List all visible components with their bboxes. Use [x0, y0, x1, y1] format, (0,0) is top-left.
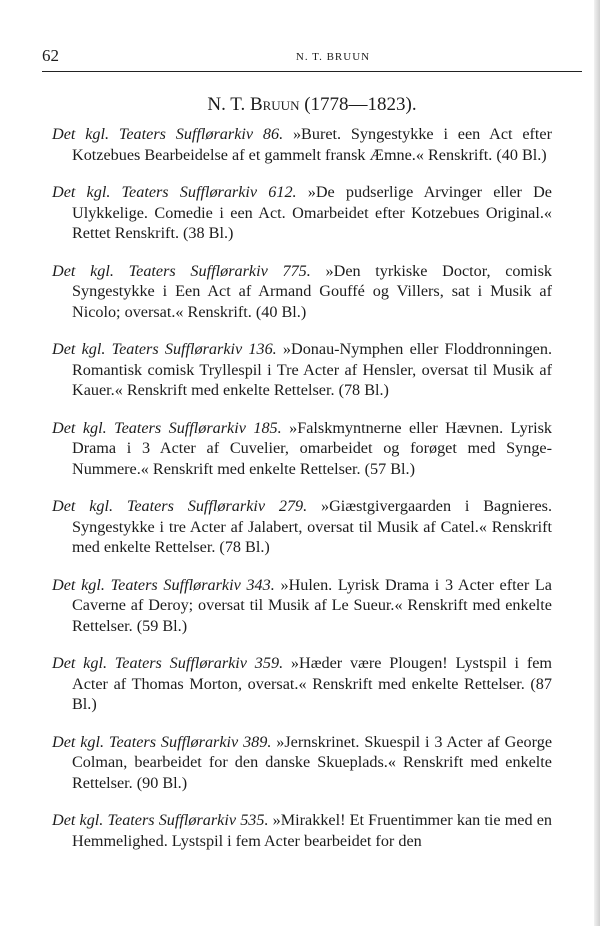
entry-source: Det kgl. Teaters Sufflørarkiv 775. [52, 261, 311, 280]
entry-text: »Jernskrinet. Skuespil i 3 Acter af George Colman, bearbeidet for den danske Skueplads.« Renskrift med enkelte Rettelser. (90 Bl.) [72, 732, 553, 792]
list-item [52, 732, 552, 794]
entry-text: »Donau-Nymphen eller Floddronningen. Romantisk comisk Tryllespil i Tre Acter af Hensler, oversat til Musik af Kauer.« Renskrift med enkelte Rettelser. (78 Bl.) [72, 340, 553, 399]
entry-source: Det kgl. Teaters Sufflørarkiv 389. [52, 732, 272, 751]
list-item [52, 496, 552, 558]
entry-source: Det kgl. Teaters Sufflørarkiv 136. [52, 340, 277, 358]
entry-source: Det kgl. Teaters Sufflørarkiv 359. [52, 654, 284, 672]
list-item [52, 261, 552, 323]
running-head: N. T. BRUUN [295, 51, 371, 63]
entry-text: »Den tyrkiske Doctor, comisk Syngestykke i Een Act af Armand Gouffé og Villers, sat i Musik af Nicolo; oversat.« Renskrift. (40 Bl.) [72, 261, 553, 321]
author-surname: Bruun [249, 94, 300, 115]
list-item [52, 124, 552, 165]
list-item [52, 653, 552, 715]
entry-text: »Hæder være Plougen! Lystspil i fem Acter af Thomas Morton, oversat.« Renskrift med enkelte Rettelser. (87 Bl.) [72, 654, 553, 713]
list-item [52, 182, 552, 244]
entry-list [52, 124, 552, 868]
entry-source: Det kgl. Teaters Sufflørarkiv 185. [52, 418, 282, 437]
list-item [52, 810, 552, 851]
entry-source: Det kgl. Teaters Sufflørarkiv 535. [52, 811, 269, 829]
author-name-prefix: N. T. [207, 94, 250, 115]
entry-source: Det kgl. Teaters Sufflørarkiv 86. [52, 125, 284, 143]
author-dates: (1778—1823). [299, 94, 417, 115]
list-item [52, 575, 552, 637]
entry-text: »De pudserlige Arvinger eller De Ulykkelige. Comedie i een Act. Omarbeidet efter Kotzebues Original.« Rettet Renskrift. (38 Bl.) [72, 183, 552, 242]
list-item [52, 418, 552, 480]
page-header [42, 46, 582, 68]
entry-source: Det kgl. Teaters Sufflørarkiv 343. [52, 575, 275, 594]
page-edge-shadow [594, 0, 600, 926]
section-title [42, 94, 582, 116]
entry-text: »Giæstgivergaarden i Bagnieres. Syngestykke i tre Acter af Jalabert, oversat til Musik af Catel.« Renskrift med enkelte Rettelser. (78 Bl.) [72, 497, 552, 556]
header-rule [42, 71, 582, 72]
entry-source: Det kgl. Teaters Sufflørarkiv 279. [52, 497, 308, 515]
entry-text: »Buret. Syngestykke i een Act efter Kotzebues Bearbeidelse af et gammelt fransk Æmne.« Renskrift. (40 Bl.) [72, 125, 552, 164]
entry-text: »Mirakkel! Et Fruentimmer kan tie med en Hemmelighed. Lystspil i fem Acter bearbeidet for den [72, 811, 552, 850]
entry-text: »Hulen. Lyrisk Drama i 3 Acter efter La Caverne af Deroy; oversat til Musik af Le Sueur.« Renskrift med enkelte Rettelser. (59 Bl.) [72, 575, 552, 635]
page-number: 62 [42, 46, 59, 65]
entry-source: Det kgl. Teaters Sufflørarkiv 612. [52, 183, 297, 201]
entry-text: »Falskmyntnerne eller Hævnen. Lyrisk Drama i 3 Acter af Cuvelier, omarbeidet og forøget med Synge-Nummere.« Renskrift med enkelte Rettelser. (57 Bl.) [72, 418, 552, 478]
list-item [52, 339, 552, 401]
